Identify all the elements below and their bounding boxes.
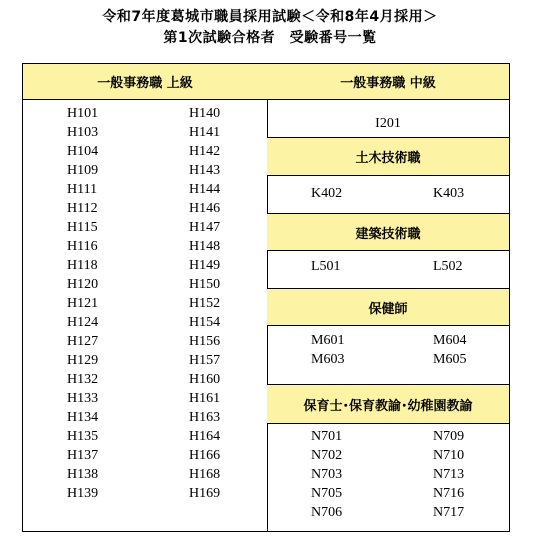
exam-number: H164	[189, 429, 221, 444]
section-header-childcare: 保育士･保育教諭･幼稚園教諭	[267, 384, 509, 424]
exam-number: H118	[67, 258, 98, 273]
exam-number: M601	[311, 333, 345, 348]
section-body-civil	[267, 176, 509, 213]
exam-number: M604	[433, 333, 467, 348]
exam-number: N706	[311, 505, 343, 520]
exam-number: H109	[67, 163, 99, 178]
exam-number: H143	[189, 163, 221, 178]
exam-number: H146	[189, 201, 221, 216]
exam-number: K403	[433, 186, 465, 201]
exam-number: L502	[433, 259, 463, 274]
exam-number: H161	[189, 391, 221, 406]
exam-number: H111	[67, 182, 98, 197]
section-header-general-middle: 一般事務職 中級	[267, 64, 509, 100]
exam-number: H142	[189, 144, 221, 159]
section-header-general-upper: 一般事務職 上級	[23, 64, 267, 100]
exam-number: H152	[189, 296, 221, 311]
exam-number: I201	[375, 116, 401, 131]
exam-number: N713	[433, 467, 465, 482]
section-header-civil: 土木技術職	[267, 137, 509, 176]
exam-number: H134	[67, 410, 99, 425]
exam-number: N710	[433, 448, 465, 463]
exam-number: H112	[67, 201, 98, 216]
section-header-public-health-nurse: 保健師	[267, 288, 509, 326]
page-subtitle: 第1次試験合格者 受験番号一覧	[163, 30, 377, 46]
exam-number: N701	[311, 429, 343, 444]
exam-number: H163	[189, 410, 221, 425]
exam-number: H168	[189, 467, 221, 482]
exam-number: H154	[189, 315, 221, 330]
exam-number: H133	[67, 391, 99, 406]
section-header-architecture: 建築技術職	[267, 213, 509, 251]
exam-number: M605	[433, 352, 467, 367]
exam-number: H138	[67, 467, 99, 482]
exam-number: K402	[311, 186, 343, 201]
exam-number: H166	[189, 448, 221, 463]
exam-number: H150	[189, 277, 221, 292]
results-table	[22, 63, 510, 532]
exam-number: N703	[311, 467, 343, 482]
exam-number: H140	[189, 106, 221, 121]
exam-number: H148	[189, 239, 221, 254]
exam-number: H129	[67, 353, 99, 368]
exam-number: H144	[189, 182, 221, 197]
exam-number: H127	[67, 334, 99, 349]
exam-number: L501	[311, 259, 341, 274]
exam-number: H115	[67, 220, 98, 235]
exam-number: H160	[189, 372, 221, 387]
exam-number: H132	[67, 372, 99, 387]
page-title: 令和7年度葛城市職員採用試験＜令和8年4月採用＞	[102, 9, 438, 25]
exam-number: H156	[189, 334, 221, 349]
exam-number: N702	[311, 448, 343, 463]
exam-number: H121	[67, 296, 99, 311]
exam-number: H120	[67, 277, 99, 292]
exam-number: H101	[67, 106, 99, 121]
exam-number: H135	[67, 429, 99, 444]
exam-number: N709	[433, 429, 465, 444]
exam-number: H104	[67, 144, 99, 159]
exam-number: N716	[433, 486, 465, 501]
exam-number: H147	[189, 220, 221, 235]
section-body-public-health-nurse	[267, 326, 509, 384]
exam-number: H116	[67, 239, 98, 254]
left-column	[23, 64, 268, 531]
exam-number: H139	[67, 486, 99, 501]
section-body-childcare	[267, 424, 509, 531]
exam-number: H157	[189, 353, 221, 368]
exam-number: H124	[67, 315, 99, 330]
right-column	[267, 64, 509, 531]
section-body-architecture	[267, 251, 509, 288]
exam-number: H169	[189, 486, 221, 501]
exam-number: N717	[433, 505, 465, 520]
exam-number: H149	[189, 258, 221, 273]
exam-number: H103	[67, 125, 99, 140]
exam-number: N705	[311, 486, 343, 501]
exam-number: M603	[311, 352, 345, 367]
exam-number: H141	[189, 125, 221, 140]
exam-number: H137	[67, 448, 99, 463]
